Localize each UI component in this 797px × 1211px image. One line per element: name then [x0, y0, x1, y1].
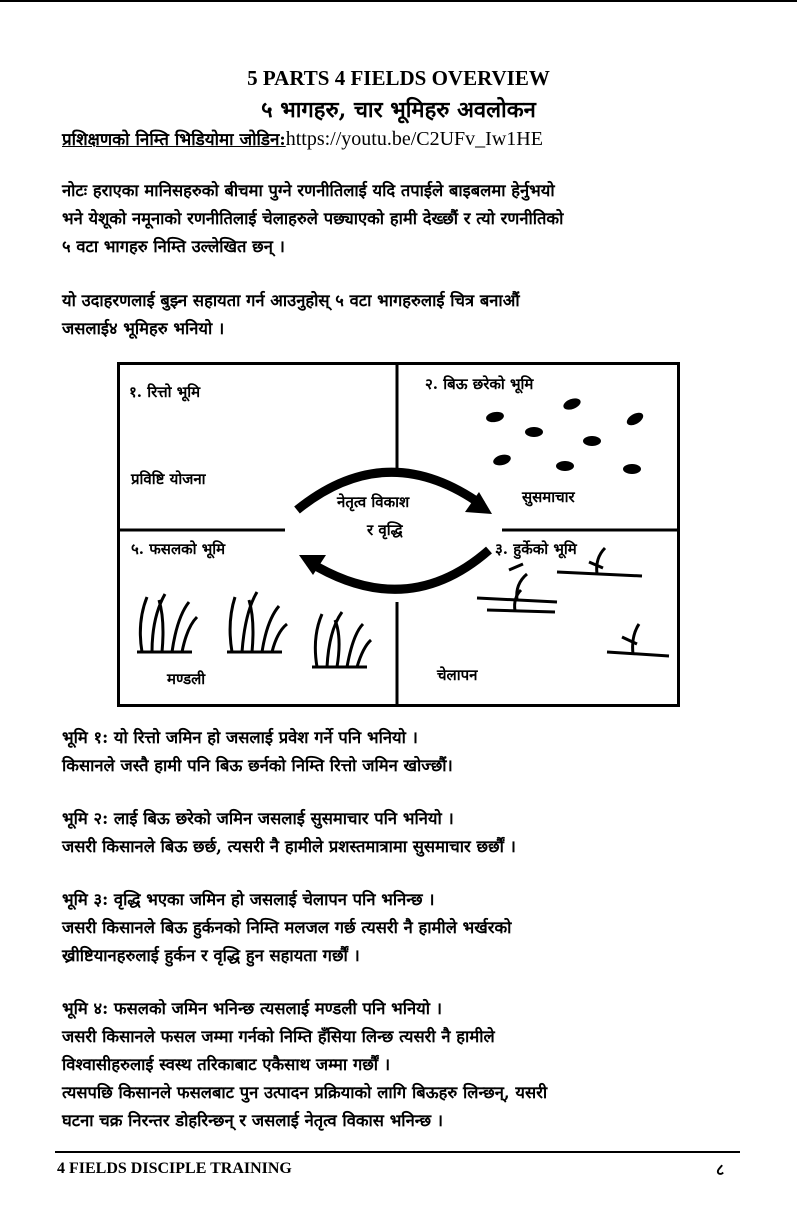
field-3-paragraph: [62, 886, 734, 970]
four-fields-diagram: [117, 362, 680, 707]
q3-title: ३. हुर्केको भूमि: [495, 540, 577, 558]
field-line: किसानले जस्तै हामी पनि बिऊ छर्नको निम्ति रित्तो जमिन खोज्छौं।: [62, 756, 453, 775]
field-line: भूमि १: यो रित्तो जमिन हो जसलाई प्रवेश गर्ने पनि भनियो ।: [62, 728, 418, 747]
field-heading: भूमि ३:: [62, 890, 109, 909]
video-link-label: प्रशिक्षणको निम्ति भिडियोमा जोडिन:: [62, 130, 286, 150]
video-link-line: [62, 127, 543, 151]
field-line: जसरी किसानले बिऊ छर्छ, त्यसरी नै हामीले प्रशस्तमात्रामा सुसमाचार छर्छौं ।: [62, 837, 516, 856]
footer-title: 4 FIELDS DISCIPLE TRAINING: [57, 1160, 292, 1177]
center-label-line2: र वृद्धि: [367, 521, 403, 539]
field-line: ख्रीष्टियानहरुलाई हुर्कन र वृद्धि हुन सहायता गर्छौं ।: [62, 946, 360, 965]
field-1-paragraph: [62, 724, 734, 780]
q3-subtitle: चेलापन: [437, 666, 478, 684]
field-heading: भूमि २: लाई: [62, 809, 138, 828]
field-heading: भूमि १:: [62, 728, 109, 747]
field-4-paragraph: [62, 995, 734, 1135]
q1-title: १. रित्तो भूमि: [129, 383, 201, 401]
field-line: भूमि २: लाई बिऊ छरेको जमिन जसलाई सुसमाचार पनि भनियो ।: [62, 809, 454, 828]
page-number: ८: [716, 1160, 725, 1179]
field-line: त्यसपछि किसानले फसलबाट पुन उत्पादन प्रक्रियाको लागि बिऊहरु लिन्छन्, यसरी: [62, 1083, 548, 1102]
q4-title: ५. फसलको भूमि: [131, 540, 226, 558]
q4-subtitle: मण्डली: [167, 670, 206, 688]
center-label-line1: नेतृत्व विकाश: [337, 493, 410, 511]
q1-subtitle: प्रविष्टि योजना: [131, 470, 206, 488]
note-line: भने येशूको नमूनाको रणनीतिलाई चेलाहरुले पछ्याएको हामी देख्छौं र त्यो रणनीतिको: [62, 209, 564, 228]
field-line: भूमि ३: वृद्धि भएका जमिन हो जसलाई चेलापन पनि भनिन्छ ।: [62, 890, 435, 909]
example-line: जसलाई४ भूमिहरु भनियो ।: [62, 319, 225, 338]
note-line: ५ वटा भागहरु निम्ति उल्लेखित छन् ।: [62, 237, 285, 256]
field-2-paragraph: [62, 805, 734, 861]
top-border-rule: [0, 0, 797, 2]
example-line: यो उदाहरणलाई बुझ्न सहायता गर्न आउनुहोस् ५ वटा भागहरुलाई चित्र बनाऔं: [62, 291, 520, 310]
q2-subtitle: सुसमाचार: [522, 488, 575, 506]
page-title-nepali: ५ भागहरु, चार भूमिहरु अवलोकन: [261, 97, 536, 123]
note-line: नोटः हराएका मानिसहरुको बीचमा पुग्ने रणनीतिलाई यदि तपाईले बाइबलमा हेर्नुभयो: [62, 181, 555, 200]
page-title-english: 5 PARTS 4 FIELDS OVERVIEW: [247, 66, 550, 90]
field-line: भूमि ४: फसलको जमिन भनिन्छ त्यसलाई मण्डली पनि भनियो ।: [62, 999, 442, 1018]
field-line: घटना चक्र निरन्तर डोहरिन्छन् र जसलाई नेतृत्व विकास भनिन्छ ।: [62, 1111, 444, 1130]
field-line: जसरी किसानले फसल जम्मा गर्नको निम्ति हँसिया लिन्छ त्यसरी नै हामीले: [62, 1027, 495, 1046]
field-line: विश्वासीहरुलाई स्वस्थ तरिकाबाट एकैसाथ जम्मा गर्छौं ।: [62, 1055, 391, 1074]
example-paragraph: [62, 287, 734, 343]
q2-title: २. बिऊ छरेको भूमि: [425, 375, 534, 393]
field-line: जसरी किसानले बिऊ हुर्कनको निम्ति मलजल गर्छ त्यसरी नै हामीले भर्खरको: [62, 918, 512, 937]
note-paragraph: [62, 177, 734, 261]
footer-rule: [55, 1151, 740, 1153]
video-link-url[interactable]: https://youtu.be/C2UFv_Iw1HE: [285, 128, 543, 150]
